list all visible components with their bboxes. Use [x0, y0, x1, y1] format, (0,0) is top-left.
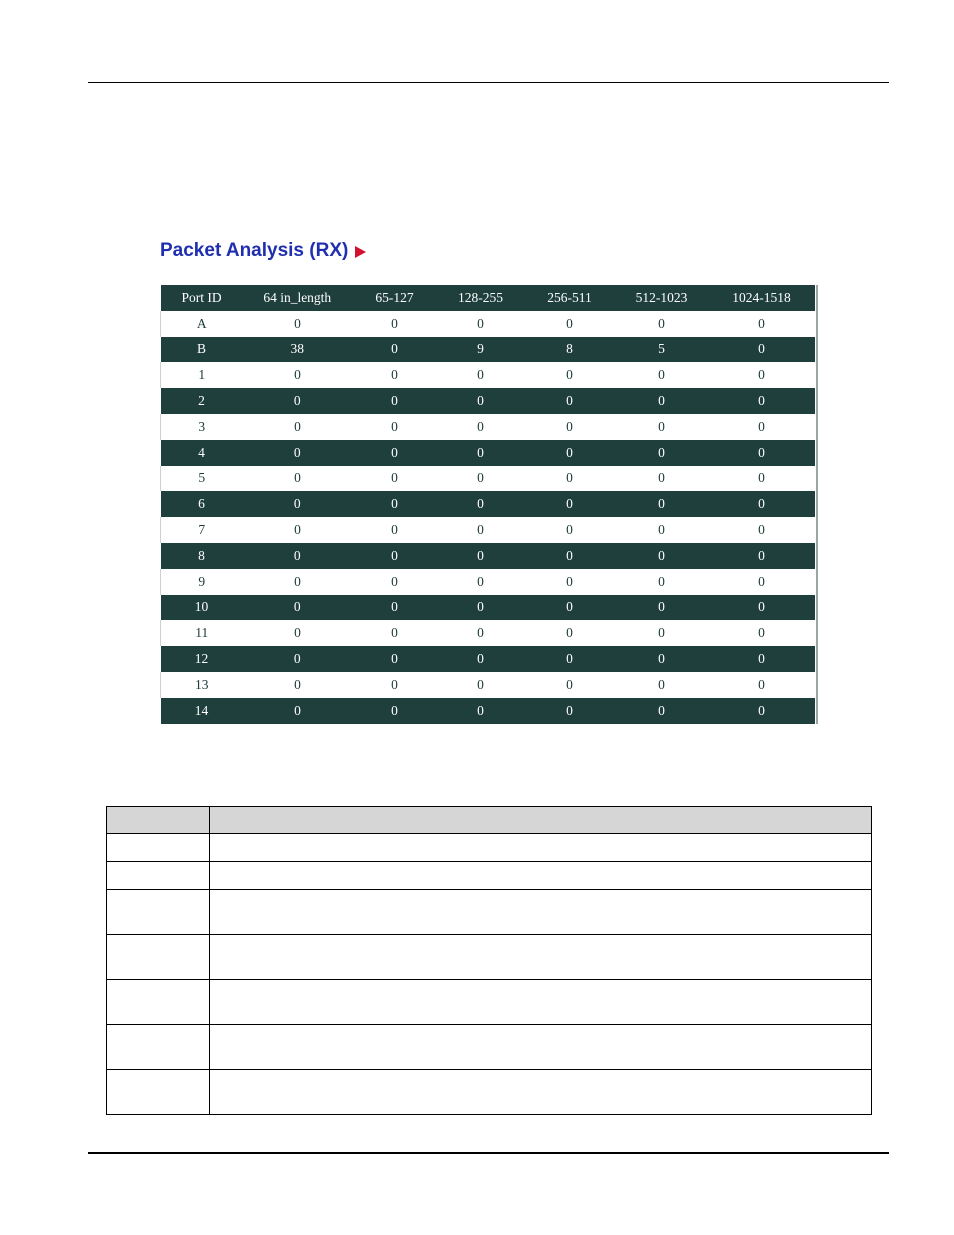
label-cell: [107, 1025, 210, 1070]
packet-count-cell: 0: [615, 646, 709, 672]
port-id-cell: 5: [161, 466, 243, 492]
port-id-cell: 11: [161, 620, 243, 646]
packet-count-cell: 0: [709, 543, 815, 569]
right-triangle-arrow-icon: [355, 246, 366, 258]
packet-count-cell: 0: [437, 595, 525, 621]
packet-count-cell: 0: [243, 672, 353, 698]
packet-count-cell: 0: [525, 491, 615, 517]
packet-count-cell: 0: [709, 620, 815, 646]
description-row: [107, 935, 872, 980]
packet-count-cell: 0: [615, 620, 709, 646]
panel-title-text: Packet Analysis (RX): [160, 240, 349, 261]
packet-count-cell: 8: [525, 337, 615, 363]
packet-count-cell: 0: [437, 543, 525, 569]
port-id-cell: 10: [161, 595, 243, 621]
description-cell: [210, 980, 872, 1025]
table-row: [161, 311, 815, 337]
packet-count-cell: 0: [709, 466, 815, 492]
packet-count-cell: 0: [437, 698, 525, 724]
description-cell: [210, 890, 872, 935]
packet-count-cell: 9: [437, 337, 525, 363]
packet-count-cell: 0: [615, 698, 709, 724]
packet-count-cell: 0: [709, 311, 815, 337]
packet-count-cell: 0: [615, 388, 709, 414]
packet-count-cell: 0: [525, 466, 615, 492]
label-cell: [107, 1070, 210, 1115]
packet-count-cell: 0: [709, 517, 815, 543]
packet-count-cell: 0: [437, 362, 525, 388]
packet-count-cell: 0: [353, 388, 437, 414]
packet-count-cell: 0: [525, 543, 615, 569]
packet-count-cell: 0: [525, 517, 615, 543]
packet-count-cell: 0: [437, 491, 525, 517]
table-row: [161, 569, 815, 595]
packet-count-cell: 0: [525, 595, 615, 621]
packet-count-cell: 0: [353, 672, 437, 698]
description-cell: [210, 1025, 872, 1070]
packet-count-cell: 0: [353, 569, 437, 595]
description-row: [107, 890, 872, 935]
panel-title: [160, 240, 366, 262]
table-row: [161, 646, 815, 672]
packet-count-cell: 0: [525, 620, 615, 646]
packet-count-cell: 0: [437, 569, 525, 595]
packet-count-cell: 0: [709, 491, 815, 517]
packet-analysis-table-container: [160, 285, 818, 724]
packet-count-cell: 0: [243, 311, 353, 337]
label-cell: [107, 935, 210, 980]
page-header-rule: [88, 82, 889, 83]
packet-count-cell: 0: [437, 646, 525, 672]
description-cell: [210, 935, 872, 980]
label-cell: [107, 980, 210, 1025]
port-id-cell: 2: [161, 388, 243, 414]
column-header: 65-127: [353, 285, 437, 311]
packet-count-cell: 0: [353, 698, 437, 724]
packet-count-cell: 0: [709, 698, 815, 724]
packet-count-cell: 0: [243, 466, 353, 492]
packet-count-cell: 0: [437, 311, 525, 337]
description-cell: [210, 1070, 872, 1115]
description-cell: [210, 834, 872, 862]
label-cell: [107, 807, 210, 834]
port-id-cell: 3: [161, 414, 243, 440]
packet-count-cell: 0: [437, 672, 525, 698]
port-id-cell: 13: [161, 672, 243, 698]
page-footer-rule: [88, 1152, 889, 1154]
label-cell: [107, 862, 210, 890]
packet-count-cell: 0: [353, 362, 437, 388]
packet-count-cell: 0: [525, 388, 615, 414]
description-row: [107, 1025, 872, 1070]
table-row: [161, 491, 815, 517]
description-cell: [210, 807, 872, 834]
packet-count-cell: 0: [525, 672, 615, 698]
packet-count-cell: 0: [353, 595, 437, 621]
packet-count-cell: 0: [243, 414, 353, 440]
packet-count-cell: 0: [709, 337, 815, 363]
description-row: [107, 862, 872, 890]
packet-count-cell: 0: [615, 414, 709, 440]
port-id-cell: 7: [161, 517, 243, 543]
packet-count-cell: 0: [437, 414, 525, 440]
packet-count-cell: 0: [615, 517, 709, 543]
packet-count-cell: 0: [615, 311, 709, 337]
port-id-cell: 14: [161, 698, 243, 724]
column-header: 512-1023: [615, 285, 709, 311]
packet-count-cell: 0: [353, 620, 437, 646]
packet-count-cell: 0: [353, 491, 437, 517]
packet-count-cell: 0: [243, 388, 353, 414]
port-id-cell: 4: [161, 440, 243, 466]
port-id-cell: 6: [161, 491, 243, 517]
packet-count-cell: 0: [353, 517, 437, 543]
packet-count-cell: 0: [353, 414, 437, 440]
description-cell: [210, 862, 872, 890]
packet-count-cell: 0: [615, 543, 709, 569]
packet-count-cell: 0: [709, 362, 815, 388]
column-header: Port ID: [161, 285, 243, 311]
packet-analysis-table: [160, 285, 815, 724]
table-row: [161, 698, 815, 724]
packet-count-cell: 0: [615, 466, 709, 492]
table-row: [161, 388, 815, 414]
packet-count-cell: 0: [243, 440, 353, 466]
port-id-cell: 9: [161, 569, 243, 595]
port-id-cell: B: [161, 337, 243, 363]
column-header: 64 in_length: [243, 285, 353, 311]
label-cell: [107, 834, 210, 862]
packet-count-cell: 0: [615, 440, 709, 466]
packet-count-cell: 0: [437, 620, 525, 646]
packet-count-cell: 0: [437, 388, 525, 414]
packet-count-cell: 0: [615, 595, 709, 621]
packet-count-cell: 0: [353, 646, 437, 672]
packet-count-cell: 0: [353, 311, 437, 337]
packet-count-cell: 0: [525, 311, 615, 337]
packet-count-cell: 0: [243, 491, 353, 517]
packet-count-cell: 0: [709, 672, 815, 698]
column-header: 128-255: [437, 285, 525, 311]
port-id-cell: A: [161, 311, 243, 337]
packet-count-cell: 0: [437, 440, 525, 466]
packet-count-cell: 0: [243, 646, 353, 672]
packet-count-cell: 0: [525, 362, 615, 388]
packet-count-cell: 0: [709, 595, 815, 621]
field-description-table: [106, 806, 872, 1115]
packet-count-cell: 0: [709, 569, 815, 595]
table-row: [161, 337, 815, 363]
packet-count-cell: 0: [437, 466, 525, 492]
column-header: 256-511: [525, 285, 615, 311]
port-id-cell: 12: [161, 646, 243, 672]
packet-count-cell: 0: [709, 440, 815, 466]
table-row: [161, 595, 815, 621]
description-row: [107, 980, 872, 1025]
packet-count-cell: 0: [243, 620, 353, 646]
packet-count-cell: 5: [615, 337, 709, 363]
packet-count-cell: 0: [353, 337, 437, 363]
port-id-cell: 1: [161, 362, 243, 388]
packet-count-cell: 0: [243, 543, 353, 569]
table-row: [161, 620, 815, 646]
packet-count-cell: 38: [243, 337, 353, 363]
packet-count-cell: 0: [437, 517, 525, 543]
packet-count-cell: 0: [615, 672, 709, 698]
packet-count-cell: 0: [243, 517, 353, 543]
table-row: [161, 362, 815, 388]
packet-count-cell: 0: [709, 414, 815, 440]
packet-count-cell: 0: [525, 569, 615, 595]
table-row: [161, 672, 815, 698]
packet-count-cell: 0: [525, 698, 615, 724]
packet-count-cell: 0: [615, 362, 709, 388]
table-row: [161, 543, 815, 569]
table-header-row: [161, 285, 815, 311]
packet-count-cell: 0: [243, 595, 353, 621]
packet-count-cell: 0: [353, 440, 437, 466]
label-cell: [107, 890, 210, 935]
packet-count-cell: 0: [525, 646, 615, 672]
table-row: [161, 414, 815, 440]
description-header-row: [107, 807, 872, 834]
table-row: [161, 440, 815, 466]
column-header: 1024-1518: [709, 285, 815, 311]
packet-count-cell: 0: [615, 491, 709, 517]
table-row: [161, 517, 815, 543]
packet-count-cell: 0: [525, 414, 615, 440]
packet-count-cell: 0: [709, 388, 815, 414]
description-row: [107, 1070, 872, 1115]
packet-count-cell: 0: [525, 440, 615, 466]
table-row: [161, 466, 815, 492]
packet-count-cell: 0: [353, 466, 437, 492]
packet-count-cell: 0: [353, 543, 437, 569]
packet-count-cell: 0: [243, 362, 353, 388]
description-row: [107, 834, 872, 862]
packet-count-cell: 0: [709, 646, 815, 672]
packet-count-cell: 0: [243, 698, 353, 724]
packet-count-cell: 0: [243, 569, 353, 595]
packet-count-cell: 0: [615, 569, 709, 595]
port-id-cell: 8: [161, 543, 243, 569]
